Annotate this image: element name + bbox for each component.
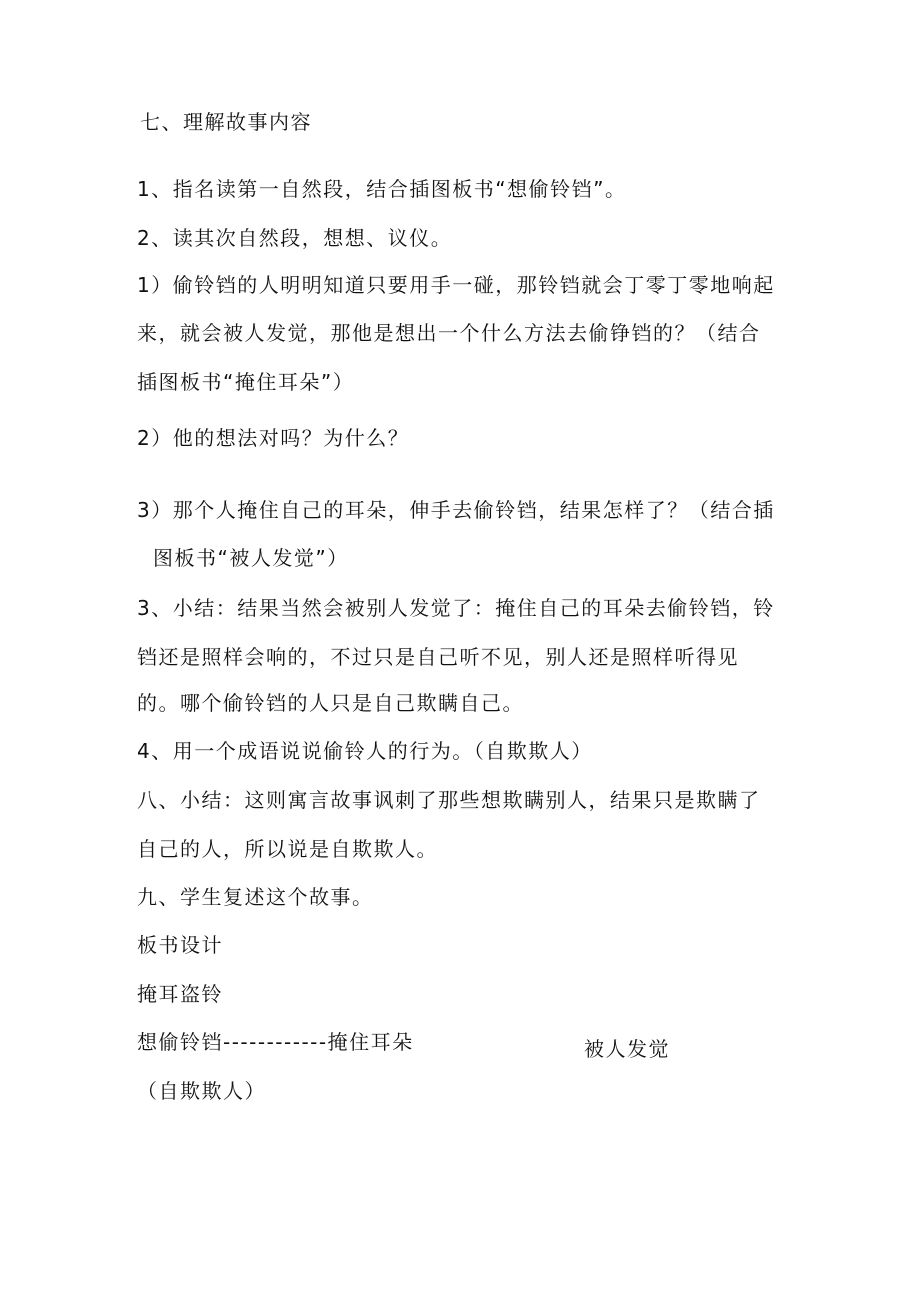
board-design-title: 板书设计 <box>137 933 223 957</box>
section-heading: 八、小结：这则寓言故事讽刺了那些想欺瞒别人，结果只是欺瞒了 <box>137 788 761 812</box>
paragraph-line: 插图板书“掩住耳朵”） <box>137 370 355 394</box>
paragraph-line: 2）他的想法对吗？为什么？ <box>137 426 410 450</box>
section-heading: 九、学生复述这个故事。 <box>137 885 374 909</box>
paragraph-line: 铛还是照样会响的，不过只是自己听不见，别人还是照样听得见 <box>137 645 739 669</box>
paragraph-line: 图板书“被人发觉”） <box>153 546 349 570</box>
paragraph-line: 3）那个人掩住自己的耳朵，伸手去偷铃铛，结果怎样了？（结合插 <box>137 498 775 522</box>
paragraph-line: 2、读其次自然段，想想、议仪。 <box>137 226 453 250</box>
paragraph-line: 1、指名读第一自然段，结合插图板书“想偷铃铛”。 <box>137 177 627 201</box>
paragraph-line: 1）偷铃铛的人明明知道只要用手一碰，那铃铛就会丁零丁零地响起 <box>137 273 775 297</box>
board-design-line: 被人发觉 <box>584 1037 670 1061</box>
board-design-line: （自欺欺人） <box>137 1079 266 1103</box>
paragraph-line: 3、小结：结果当然会被别人发觉了：掩住自己的耳朵去偷铃铛，铃 <box>137 596 775 620</box>
paragraph-line: 4、用一个成语说说偷铃人的行为。（自欺欺人） <box>137 739 593 763</box>
paragraph-line: 的。哪个偷铃铛的人只是自己欺瞒自己。 <box>137 691 524 715</box>
paragraph-line: 自己的人，所以说是自欺欺人。 <box>137 837 438 861</box>
board-design-line: 想偷铃铛------------掩住耳朵 <box>137 1030 414 1054</box>
section-heading: 七、理解故事内容 <box>140 110 312 134</box>
board-design-line: 掩耳盗铃 <box>137 982 223 1006</box>
paragraph-line: 来，就会被人发觉，那他是想出一个什么方法去偷铮铛的？（结合 <box>137 321 761 345</box>
